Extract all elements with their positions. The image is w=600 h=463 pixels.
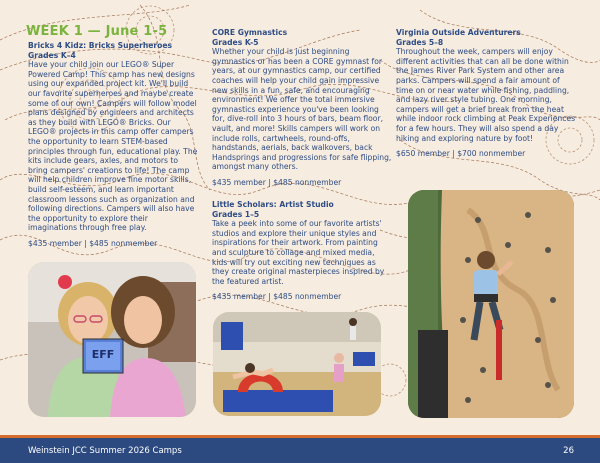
- camp-title: CORE Gymnastics: [212, 28, 288, 37]
- page-footer: [0, 435, 600, 463]
- camp-description: Have your child join our LEGO® Super Powered Camp! This camp has new designs using our expanded project kit. We'll build our favorite superheroes and maybe create some of our own! Campers will follow model plans designed by engineers and architects as they build with LEGO® Bricks. Our LEGO® projects in this camp offer campers the opportunity to learn STEM-based principles through fun, educational play. The kits include gears, axles, and motors to bring campers' creations to life! The camp will help children improve fine motor skills, build self-esteem, and learn important classroom lessons such as organization and following directions. Campers will also have the opportunity to explore their imaginations through free play.: [28, 60, 198, 233]
- girls-illustration: [28, 262, 196, 417]
- camp-title: Virginia Outside Adventurers: [396, 28, 521, 37]
- camp-little-scholars: [212, 200, 392, 302]
- photo-girls-with-sign: [28, 262, 196, 417]
- camp-description: Take a peek into some of our favorite artists' studios and explore their unique styles and inspirations for their artwork. From painting and sculpture to collage and mixed media, kids will try out exciting new techniques as they create original masterpieces inspired by the featured artist.: [212, 219, 385, 286]
- climbing-illustration: [408, 190, 574, 418]
- page-number: 26: [563, 446, 574, 456]
- camp-grades: Grades 1–5: [212, 209, 260, 219]
- camp-grades: Grades 5–8: [396, 37, 444, 47]
- photo-gymnastics: [213, 312, 381, 416]
- camp-title: Bricks 4 Kidz: Bricks Superheroes: [28, 41, 173, 50]
- camp-price: $435 member | $485 nonmember: [28, 238, 158, 248]
- camp-core-gymnastics: [212, 28, 392, 188]
- camp-description: Throughout the week, campers will enjoy different activities that can all be done within the James River Park System and other area parks. Campers will spend a fair amount of time on or near water while fishing, paddling, and lazy river style tubing. One morning, campers will get a brief break from the heat while indoor rock climbing at Peak Experiences for a few hours. They will also spend a day hiking and exploring nature by foot!: [396, 47, 576, 143]
- camp-description: Whether your child is just beginning gymnastics or has been a CORE gymnast for years, at our gymnastics camp, our certified coaches will help your child gain impressive new skills in a fun, safe, and encouraging environment! We offer the total immersive gymnastics experience you've been looking for, dive-roll into 3 hours of bars, beam floor, vault, and more! Skills campers will work on include rolls, cartwheels, round-offs, handstands, aerials, back walkovers, back Handsprings and progressions for safe flipping, amongst many others.: [212, 47, 392, 172]
- camp-virginia-outside-adventurers: [396, 28, 576, 159]
- footer-title: Weinstein JCC Summer 2026 Camps: [28, 446, 182, 456]
- camp-price: $435 member | $485 nonmember: [212, 292, 342, 302]
- camp-grades: Grades K–4: [28, 50, 76, 60]
- camp-title: Little Scholars: Artist Studio: [212, 200, 334, 209]
- gym-illustration: [213, 312, 381, 416]
- photo-rock-climbing: [408, 190, 574, 418]
- sign-text: EFF: [91, 348, 115, 361]
- camp-price: $435 member | $485 nonmember: [212, 177, 342, 187]
- camp-bricks-4-kidz: [28, 41, 198, 248]
- camp-grades: Grades K-5: [212, 37, 259, 47]
- week-heading: WEEK 1 — June 1-5: [26, 24, 168, 39]
- camp-price: $650 member | $700 nonmember: [396, 149, 526, 159]
